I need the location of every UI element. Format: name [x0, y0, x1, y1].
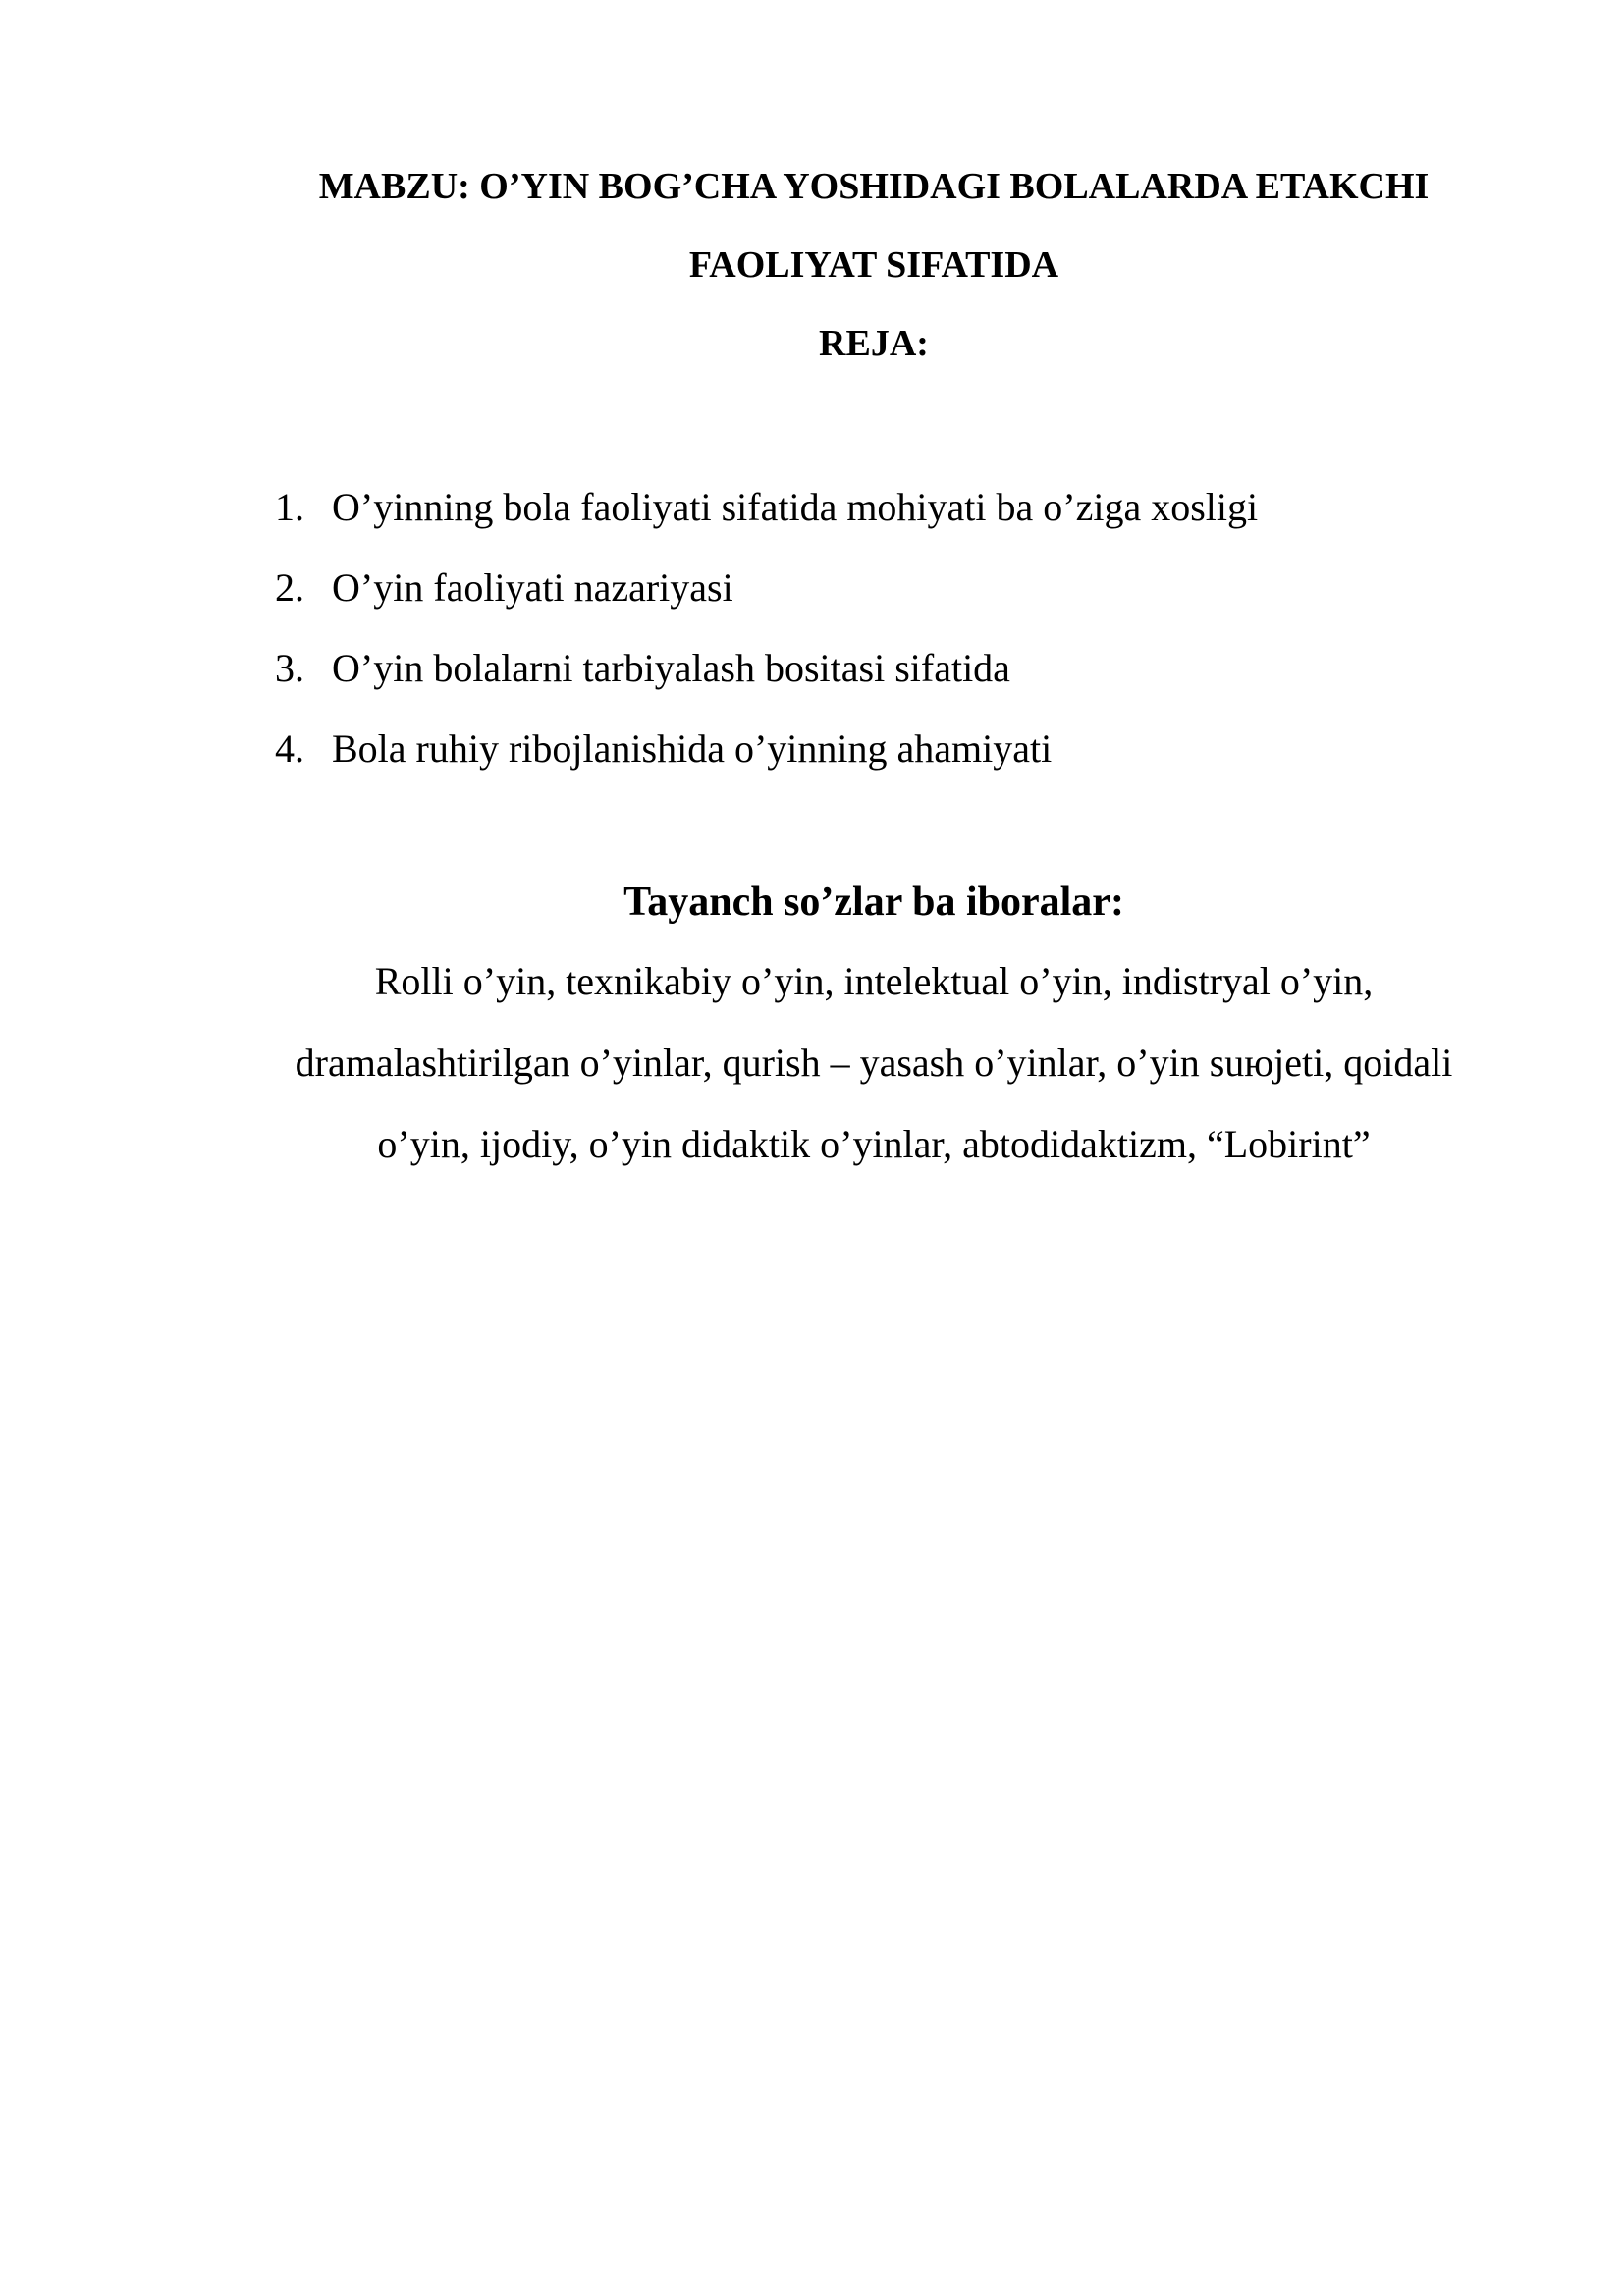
- title-line-2: FAOLIYAT SIFATIDA: [688, 244, 1059, 286]
- plan-item-number: 4.: [275, 726, 304, 771]
- keywords-paragraph: [245, 940, 1502, 1185]
- plan-item-text: Bola ruhiy ribojlanishida o’yinning ahamiyati: [332, 726, 1053, 771]
- plan-item-text: O’yinning bola faoliyati sifatida mohiyati ba o’ziga xosligi: [332, 485, 1259, 529]
- keywords-line-2: dramalashtirilgan o’yinlar, qurish – yasash o’yinlar, o’yin suюjeti, qoidali: [295, 1041, 1453, 1085]
- plan-item-number: 1.: [275, 485, 304, 529]
- plan-list: [275, 467, 1258, 789]
- plan-item: [275, 628, 1258, 709]
- plan-item: [275, 467, 1258, 548]
- plan-item-number: 3.: [275, 646, 304, 690]
- keywords-line-1: Rolli o’yin, texnikabiy o’yin, intelektual o’yin, indistryal o’yin,: [374, 959, 1374, 1003]
- plan-item-text: O’yin faoliyati nazariyasi: [332, 565, 733, 610]
- plan-item: [275, 548, 1258, 628]
- keywords-line-3: o’yin, ijodiy, o’yin didaktik o’yinlar, abtodidaktizm, “Lobirint”: [377, 1122, 1371, 1166]
- plan-heading: REJA:: [819, 323, 929, 364]
- plan-item-number: 2.: [275, 565, 304, 610]
- title-line-1: MABZU: O’YIN BOG’CHA YOSHIDAGI BOLALARDA ETAKCHI: [318, 166, 1430, 207]
- keywords-heading: Tayanch so’zlar ba iboralar:: [623, 880, 1124, 925]
- plan-item: [275, 709, 1258, 789]
- plan-item-text: O’yin bolalarni tarbiyalash bositasi sifatida: [332, 646, 1010, 690]
- document-title: [245, 147, 1502, 304]
